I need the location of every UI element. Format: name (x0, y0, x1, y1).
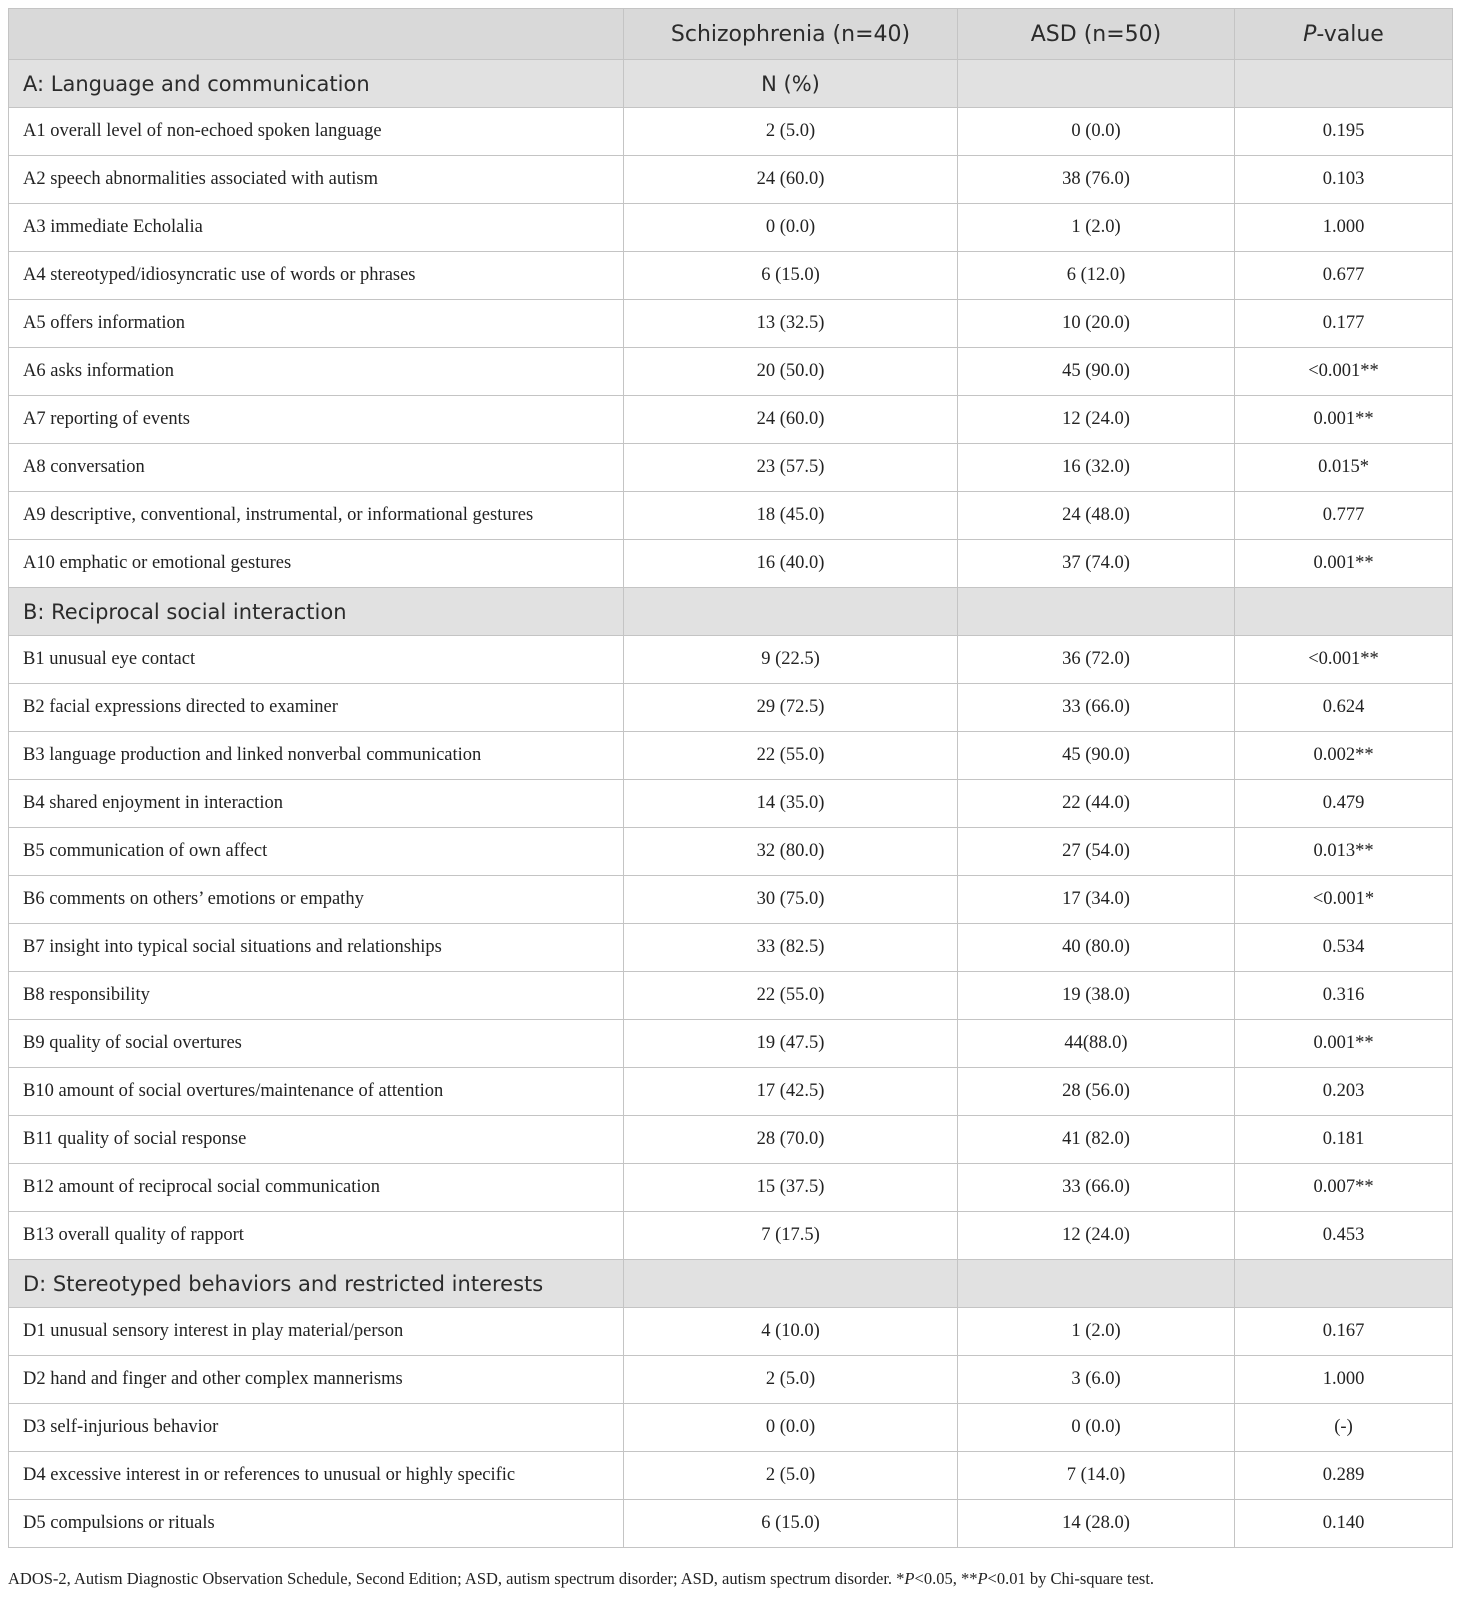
schizophrenia-value: 0 (0.0) (624, 204, 958, 252)
header-asd: ASD (n=50) (958, 9, 1235, 60)
asd-value: 36 (72.0) (958, 636, 1235, 684)
table-footnote: ADOS-2, Autism Diagnostic Observation Schedule, Second Edition; ASD, autism spectrum disorder; ASD, autism spectrum disorder. *P<0.05, **P<0.01 by Chi-square test. (8, 1569, 1155, 1588)
p-value: 0.181 (1235, 1116, 1453, 1164)
table-row (9, 1164, 1453, 1212)
section-header-row (9, 1260, 1453, 1308)
schizophrenia-value: 32 (80.0) (624, 828, 958, 876)
item-label: A6 asks information (9, 348, 624, 396)
p-value: 0.007** (1235, 1164, 1453, 1212)
table-row (9, 1212, 1453, 1260)
table-row (9, 348, 1453, 396)
table-row (9, 396, 1453, 444)
asd-value: 3 (6.0) (958, 1356, 1235, 1404)
schizophrenia-value: 0 (0.0) (624, 1404, 958, 1452)
p-value: 0.001** (1235, 1020, 1453, 1068)
schizophrenia-value: 22 (55.0) (624, 732, 958, 780)
schizophrenia-value: 24 (60.0) (624, 396, 958, 444)
section-unit (624, 588, 958, 636)
asd-value: 16 (32.0) (958, 444, 1235, 492)
section-title: B: Reciprocal social interaction (9, 588, 624, 636)
asd-value: 45 (90.0) (958, 732, 1235, 780)
item-label: B10 amount of social overtures/maintenance of attention (9, 1068, 624, 1116)
asd-value: 12 (24.0) (958, 1212, 1235, 1260)
schizophrenia-value: 14 (35.0) (624, 780, 958, 828)
item-label: B7 insight into typical social situations and relationships (9, 924, 624, 972)
asd-value: 45 (90.0) (958, 348, 1235, 396)
asd-value: 38 (76.0) (958, 156, 1235, 204)
schizophrenia-value: 20 (50.0) (624, 348, 958, 396)
table-row (9, 204, 1453, 252)
asd-value: 33 (66.0) (958, 1164, 1235, 1212)
asd-value: 1 (2.0) (958, 204, 1235, 252)
p-value: 0.677 (1235, 252, 1453, 300)
item-label: B4 shared enjoyment in interaction (9, 780, 624, 828)
schizophrenia-value: 2 (5.0) (624, 1356, 958, 1404)
asd-value: 0 (0.0) (958, 108, 1235, 156)
p-value: 0.177 (1235, 300, 1453, 348)
asd-value: 0 (0.0) (958, 1404, 1235, 1452)
item-label: D3 self-injurious behavior (9, 1404, 624, 1452)
schizophrenia-value: 17 (42.5) (624, 1068, 958, 1116)
asd-value: 14 (28.0) (958, 1500, 1235, 1548)
section-empty-cell (958, 60, 1235, 108)
p-value: 0.479 (1235, 780, 1453, 828)
section-header-row (9, 60, 1453, 108)
schizophrenia-value: 4 (10.0) (624, 1308, 958, 1356)
p-value: <0.001* (1235, 876, 1453, 924)
item-label: D1 unusual sensory interest in play material/person (9, 1308, 624, 1356)
schizophrenia-value: 13 (32.5) (624, 300, 958, 348)
table-row (9, 1452, 1453, 1500)
item-label: B9 quality of social overtures (9, 1020, 624, 1068)
p-value: 0.195 (1235, 108, 1453, 156)
table-row (9, 636, 1453, 684)
p-value: <0.001** (1235, 636, 1453, 684)
p-value: 0.624 (1235, 684, 1453, 732)
table-row (9, 540, 1453, 588)
item-label: A8 conversation (9, 444, 624, 492)
table-row (9, 828, 1453, 876)
table-row (9, 252, 1453, 300)
table-row (9, 444, 1453, 492)
section-title: A: Language and communication (9, 60, 624, 108)
item-label: D4 excessive interest in or references to unusual or highly specific (9, 1452, 624, 1500)
asd-value: 1 (2.0) (958, 1308, 1235, 1356)
schizophrenia-value: 7 (17.5) (624, 1212, 958, 1260)
schizophrenia-value: 28 (70.0) (624, 1116, 958, 1164)
asd-value: 37 (74.0) (958, 540, 1235, 588)
results-table-container (8, 8, 1452, 1548)
header-schizophrenia: Schizophrenia (n=40) (624, 9, 958, 60)
item-label: A5 offers information (9, 300, 624, 348)
table-row (9, 1308, 1453, 1356)
item-label: B5 communication of own affect (9, 828, 624, 876)
schizophrenia-value: 16 (40.0) (624, 540, 958, 588)
item-label: A1 overall level of non-echoed spoken language (9, 108, 624, 156)
section-header-row (9, 588, 1453, 636)
item-label: A7 reporting of events (9, 396, 624, 444)
ados-results-table (8, 8, 1453, 1548)
p-value: 0.534 (1235, 924, 1453, 972)
asd-value: 6 (12.0) (958, 252, 1235, 300)
p-value: 0.140 (1235, 1500, 1453, 1548)
table-row (9, 492, 1453, 540)
section-title: D: Stereotyped behaviors and restricted interests (9, 1260, 624, 1308)
item-label: B12 amount of reciprocal social communication (9, 1164, 624, 1212)
item-label: D5 compulsions or rituals (9, 1500, 624, 1548)
asd-value: 22 (44.0) (958, 780, 1235, 828)
table-row (9, 300, 1453, 348)
table-row (9, 1356, 1453, 1404)
section-empty-cell (1235, 1260, 1453, 1308)
schizophrenia-value: 19 (47.5) (624, 1020, 958, 1068)
asd-value: 12 (24.0) (958, 396, 1235, 444)
schizophrenia-value: 24 (60.0) (624, 156, 958, 204)
p-value: 0.453 (1235, 1212, 1453, 1260)
item-label: B2 facial expressions directed to examiner (9, 684, 624, 732)
section-empty-cell (958, 588, 1235, 636)
table-row (9, 1020, 1453, 1068)
asd-value: 41 (82.0) (958, 1116, 1235, 1164)
p-value: 0.103 (1235, 156, 1453, 204)
section-empty-cell (958, 1260, 1235, 1308)
asd-value: 19 (38.0) (958, 972, 1235, 1020)
asd-value: 33 (66.0) (958, 684, 1235, 732)
item-label: A3 immediate Echolalia (9, 204, 624, 252)
section-empty-cell (1235, 60, 1453, 108)
p-value: <0.001** (1235, 348, 1453, 396)
item-label: B11 quality of social response (9, 1116, 624, 1164)
p-value: (-) (1235, 1404, 1453, 1452)
table-row (9, 1116, 1453, 1164)
p-value: 0.316 (1235, 972, 1453, 1020)
schizophrenia-value: 23 (57.5) (624, 444, 958, 492)
asd-value: 10 (20.0) (958, 300, 1235, 348)
item-label: D2 hand and finger and other complex mannerisms (9, 1356, 624, 1404)
table-header-row (9, 9, 1453, 60)
table-body (9, 60, 1453, 1548)
p-value: 1.000 (1235, 1356, 1453, 1404)
asd-value: 28 (56.0) (958, 1068, 1235, 1116)
p-value: 0.203 (1235, 1068, 1453, 1116)
table-row (9, 972, 1453, 1020)
asd-value: 24 (48.0) (958, 492, 1235, 540)
item-label: B3 language production and linked nonverbal communication (9, 732, 624, 780)
item-label: A10 emphatic or emotional gestures (9, 540, 624, 588)
item-label: B8 responsibility (9, 972, 624, 1020)
schizophrenia-value: 33 (82.5) (624, 924, 958, 972)
schizophrenia-value: 6 (15.0) (624, 1500, 958, 1548)
p-value: 0.015* (1235, 444, 1453, 492)
table-row (9, 732, 1453, 780)
section-unit (624, 1260, 958, 1308)
p-value: 0.289 (1235, 1452, 1453, 1500)
table-row (9, 1404, 1453, 1452)
table-row (9, 924, 1453, 972)
item-label: B13 overall quality of rapport (9, 1212, 624, 1260)
schizophrenia-value: 30 (75.0) (624, 876, 958, 924)
asd-value: 27 (54.0) (958, 828, 1235, 876)
p-value: 0.013** (1235, 828, 1453, 876)
schizophrenia-value: 29 (72.5) (624, 684, 958, 732)
table-row (9, 156, 1453, 204)
schizophrenia-value: 22 (55.0) (624, 972, 958, 1020)
section-unit: N (%) (624, 60, 958, 108)
p-value: 0.167 (1235, 1308, 1453, 1356)
table-row (9, 876, 1453, 924)
header-p-value: P-value (1235, 9, 1453, 60)
header-item (9, 9, 624, 60)
item-label: B1 unusual eye contact (9, 636, 624, 684)
schizophrenia-value: 2 (5.0) (624, 108, 958, 156)
table-row (9, 684, 1453, 732)
asd-value: 7 (14.0) (958, 1452, 1235, 1500)
schizophrenia-value: 18 (45.0) (624, 492, 958, 540)
schizophrenia-value: 9 (22.5) (624, 636, 958, 684)
schizophrenia-value: 6 (15.0) (624, 252, 958, 300)
asd-value: 17 (34.0) (958, 876, 1235, 924)
table-row (9, 780, 1453, 828)
item-label: A4 stereotyped/idiosyncratic use of words or phrases (9, 252, 624, 300)
p-value: 0.001** (1235, 396, 1453, 444)
p-value: 0.002** (1235, 732, 1453, 780)
table-row (9, 108, 1453, 156)
table-row (9, 1068, 1453, 1116)
schizophrenia-value: 2 (5.0) (624, 1452, 958, 1500)
table-row (9, 1500, 1453, 1548)
item-label: B6 comments on others’ emotions or empathy (9, 876, 624, 924)
p-value: 1.000 (1235, 204, 1453, 252)
section-empty-cell (1235, 588, 1453, 636)
p-value: 0.777 (1235, 492, 1453, 540)
item-label: A9 descriptive, conventional, instrumental, or informational gestures (9, 492, 624, 540)
asd-value: 44(88.0) (958, 1020, 1235, 1068)
schizophrenia-value: 15 (37.5) (624, 1164, 958, 1212)
item-label: A2 speech abnormalities associated with autism (9, 156, 624, 204)
p-value: 0.001** (1235, 540, 1453, 588)
asd-value: 40 (80.0) (958, 924, 1235, 972)
